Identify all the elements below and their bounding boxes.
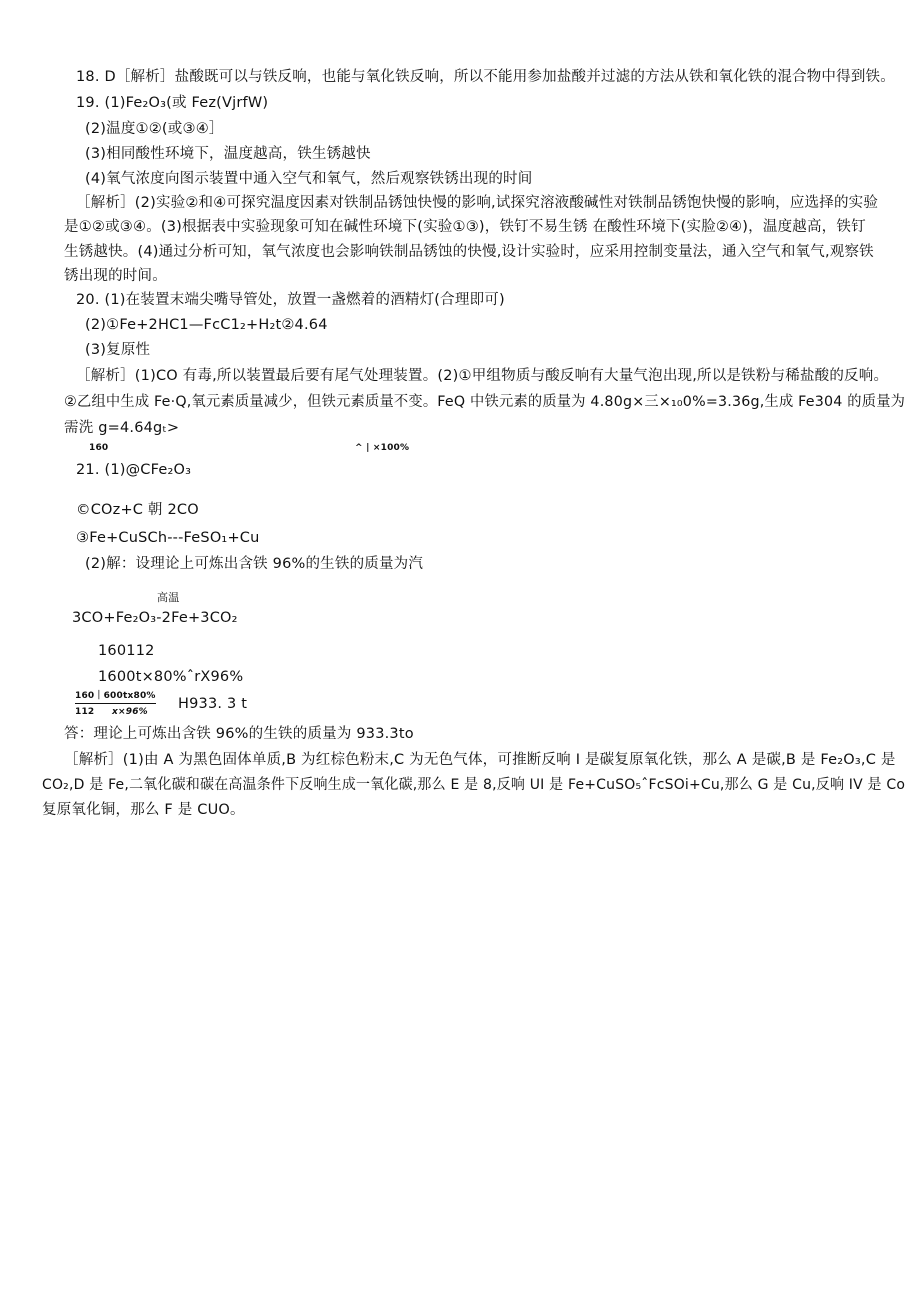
q19-analysis-line-2: 是①②或③④。(3)根据表中实验现象可知在碱性环境下(实验①③)，铁钉不易生锈 在酸性环境下(实脸②④)，温度越高，铁钉 — [64, 219, 866, 235]
q21-analysis-line-3: 复原氧化铜，那么 F 是 CUO。 — [42, 802, 245, 818]
q20-analysis-line-2: ②乙组中生成 Fe·Q,氧元素质量减少，但铁元素质量不变。FeQ 中铁元素的质量为 4.80g×三×₁₀0%=3.36g,生成 Fe304 的质量为 — [64, 394, 906, 410]
mass-values: 1600t×80%ˆrX96% — [98, 669, 244, 685]
reaction-condition-label: 高温 — [157, 591, 180, 604]
q20-answer-2: (2)①Fe+2HC1—FcC1₂+H₂t②4.64 — [85, 317, 328, 333]
q20-answer-1: 20. (1)在装置末端尖嘴导管处，放置一盏燃着的酒精灯(合理即可) — [76, 292, 505, 308]
q20-fraction-denominator: 160 — [89, 443, 109, 453]
proportion-result: H933. 3 t — [178, 696, 248, 712]
proportion-denominator-left: 112 — [75, 707, 95, 717]
q21-final-answer: 答：理论上可炼出含铁 96%的生铁的质量为 933.3to — [64, 726, 414, 742]
q21-answer-3: ③Fe+CuSCh---FeSO₁+Cu — [76, 530, 260, 546]
q21-analysis-line-1: ［解析］(1)由 A 为黑色固体单质,B 为红棕色粉末,C 为无色气体，可推断反响 I 是碳复原氧化铁，那么 A 是碳,B 是 Fe₂O₃,C 是 — [64, 752, 896, 768]
q21-solution-intro: (2)解：设理论上可炼出含铁 96%的生铁的质量为汽 — [85, 556, 424, 572]
q19-analysis-line-4: 锈出现的时间。 — [64, 268, 167, 284]
q20-analysis-line-3: 需洗 g=4.64gₜ> — [64, 420, 180, 436]
q21-answer-2: ©COz+C 朝 2CO — [76, 502, 199, 518]
q19-answer-1: 19. (1)Fe₂O₃(或 Fez(VjrfW) — [76, 95, 269, 111]
molar-mass-values: 160112 — [98, 643, 155, 659]
proportion-numerator: 160｜600tx80% — [75, 690, 156, 704]
reaction-equation: 3CO+Fe₂O₃-2Fe+3CO₂ — [72, 610, 238, 626]
q19-analysis-line-3: 生锈越快。(4)通过分析可知，氧气浓度也会影响铁制品锈蚀的快慢,设计实验时，应采用控制变量法，通入空气和氧气,观察铁 — [64, 244, 874, 260]
q19-answer-4: (4)氧气浓度向图示装置中通入空气和氧气，然后观察铁锈出现的时间 — [85, 171, 533, 187]
q19-answer-3: (3)相同酸性环境下，温度越高，铁生锈越快 — [85, 146, 371, 162]
proportion-denominator-right: x×96% — [112, 707, 148, 717]
q19-answer-2: (2)温度①②(或③④］ — [85, 121, 224, 137]
q20-percent-note: ^ | ×100% — [355, 443, 410, 453]
q21-analysis-line-2: CO₂,D 是 Fe,二氧化碳和碳在高温条件下反响生成一氧化碳,那么 E 是 8,反响 UI 是 Fe+CuSO₅ˆFcSOi+Cu,那么 G 是 Cu,反响 IV 是 Co — [42, 777, 906, 793]
q20-answer-3: (3)复原性 — [85, 342, 151, 358]
q18-answer: 18. D［解析］盐酸既可以与铁反响，也能与氧化铁反响，所以不能用参加盐酸并过滤的方法从铁和氧化铁的混合物中得到铁。 — [76, 69, 895, 85]
q19-analysis-line-1: ［解析］(2)实验②和④可探究温度因素对铁制品锈蚀快慢的影响,试探究溶液酸碱性对铁制品锈饱快慢的影响，应选择的实验 — [76, 195, 879, 211]
q20-analysis-line-1: ［解析］(1)CO 有毒,所以装置最后要有尾气处理装置。(2)①甲组物质与酸反响有大量气泡出现,所以是铁粉与稀盐酸的反响。 — [76, 368, 889, 384]
q21-answer-1: 21. (1)@CFe₂O₃ — [76, 462, 192, 478]
